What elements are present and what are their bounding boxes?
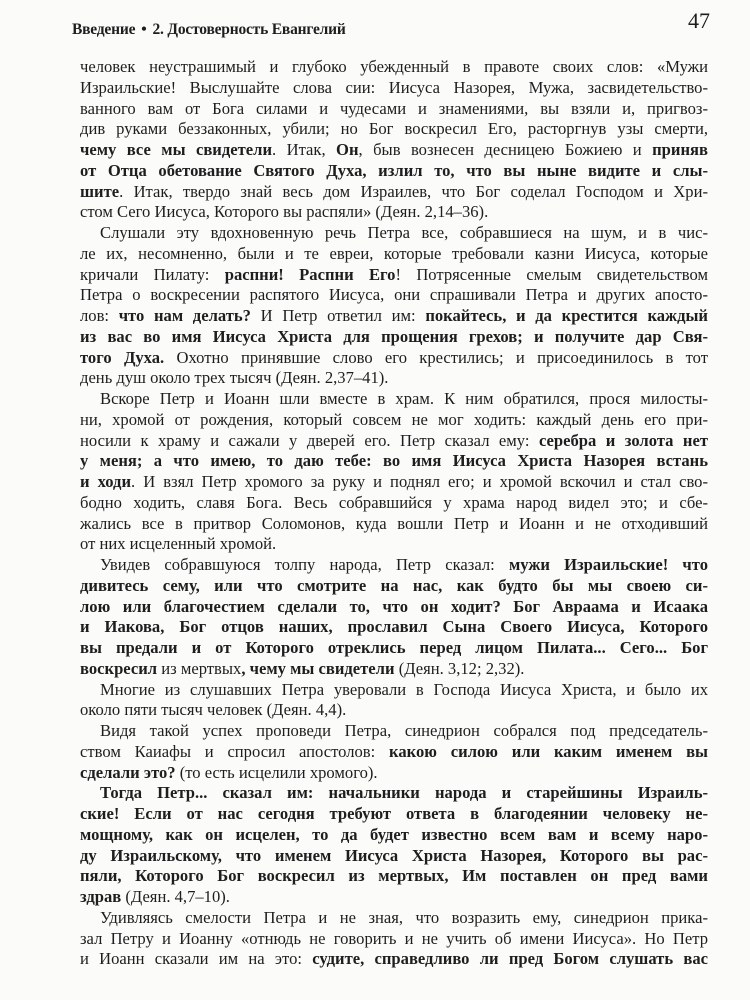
text-line xyxy=(80,140,708,161)
text-run: Многие из слушавших Петра уверовали в Господа Иисуса Христа, и было их xyxy=(100,679,708,699)
text-line xyxy=(80,99,708,120)
text-line xyxy=(80,410,708,431)
text-line xyxy=(80,846,708,867)
paragraph xyxy=(80,783,708,908)
bold-text: покайтесь, и да крестится каждый xyxy=(425,306,708,325)
text-line xyxy=(80,451,708,472)
text-run: кричали Пилату: xyxy=(80,264,225,284)
page-number: 47 xyxy=(688,8,710,33)
bold-text: Тогда Петр... сказал им: начальники народа и старейшины Израиль- xyxy=(100,783,708,803)
text-line xyxy=(80,617,708,638)
text-run: ванного вам от Бога силами и чудесами и знамениями, вы взяли и, пригвоз- xyxy=(80,98,708,118)
text-line xyxy=(80,949,708,970)
text-line xyxy=(80,57,708,78)
text-run: от них исцеленный хромой. xyxy=(80,534,277,554)
paragraph xyxy=(80,680,708,722)
text-line xyxy=(80,368,708,389)
text-line xyxy=(80,244,708,265)
text-line xyxy=(80,223,708,244)
text-line xyxy=(80,825,708,846)
bold-text: сделали это? xyxy=(80,762,176,782)
paragraph xyxy=(80,223,708,389)
text-line xyxy=(80,866,708,887)
running-head xyxy=(72,21,346,39)
text-run: И Петр ответил им: xyxy=(250,306,426,325)
text-run: Петра о воскресении распятого Иисуса, они спрашивали Петра и других апосто- xyxy=(80,285,708,305)
bold-text: того Духа. xyxy=(80,347,165,367)
bold-text: распни! Распни Его xyxy=(224,264,396,284)
text-run: Охотно принявшие слово его крестились; и присоединилось в тот xyxy=(164,347,708,367)
text-line xyxy=(80,700,708,721)
text-line xyxy=(80,161,708,182)
text-line xyxy=(80,742,708,763)
bold-text: , чему мы свидетели xyxy=(241,658,395,678)
text-run: ни, хромой от рождения, который совсем не мог ходить: каждый день его при- xyxy=(80,409,708,429)
text-line xyxy=(80,929,708,950)
text-line xyxy=(80,887,708,908)
bold-text: серебра и золота нет xyxy=(538,430,709,450)
text-line xyxy=(80,638,708,659)
text-run: , быв вознесен десницею Божиею и xyxy=(358,140,653,159)
text-line xyxy=(80,431,708,452)
text-run: стом Сего Иисуса, Которого вы распяли» (Деян. 2,14–36). xyxy=(80,202,489,222)
text-line xyxy=(80,514,708,535)
text-run: Израильские! Выслушайте слова сии: Иисуса Назорея, Мужа, засвидетельство- xyxy=(80,77,708,97)
running-head-section: Введение xyxy=(72,21,136,38)
bold-text: Он xyxy=(336,140,359,159)
bold-text: здрав xyxy=(80,887,122,906)
bold-text: какою силою или каким именем вы xyxy=(389,741,708,761)
running-head-chapter: 2. Достоверность Евангелий xyxy=(152,21,346,38)
bold-text: судите, справедливо ли пред Богом слушать вас xyxy=(312,949,708,969)
text-run: Видя такой успех проповеди Петра, синедрион собрался под председатель- xyxy=(100,721,708,740)
text-run: день душ около трех тысяч (Деян. 2,37–41). xyxy=(80,368,389,388)
bold-text: из вас во имя Иисуса Христа для прощения грехов; и получите дар Свя- xyxy=(80,326,708,346)
text-line xyxy=(80,285,708,306)
text-run: Слушали эту вдохновенную речь Петра все, собравшиеся на шум, и в чис- xyxy=(100,223,708,242)
text-run: (Деян. 4,7–10). xyxy=(121,887,230,906)
bold-text: пяли, Которого Бог воскресил из мертвых, Им поставлен он пред вами xyxy=(80,866,708,886)
text-run: ! Потрясенные смелым свидетельством xyxy=(395,264,708,284)
text-line xyxy=(80,493,708,514)
text-run: Удивляясь смелости Петра и не зная, что возразить ему, синедрион прика- xyxy=(100,907,708,927)
bold-text: ские! Если от нас сегодня требуют ответа в благодеянии человеку не- xyxy=(80,804,708,823)
text-line xyxy=(80,597,708,618)
bold-text: у меня; а что имею, то даю тебе: во имя Иисуса Христа Назорея встань xyxy=(80,451,708,471)
text-line xyxy=(80,804,708,825)
text-run: (то есть исцелили хромого). xyxy=(175,762,378,782)
text-run: Вскоре Петр и Иоанн шли вместе в храм. К ним обратился, прося милосты- xyxy=(100,389,708,408)
text-run: (Деян. 3,12; 2,32). xyxy=(394,658,525,678)
text-run: из мертвых xyxy=(157,658,242,678)
text-line xyxy=(80,265,708,286)
text-line xyxy=(80,472,708,493)
text-line xyxy=(80,348,708,369)
bold-text: чему все мы свидетели xyxy=(80,140,273,159)
body-text xyxy=(80,57,708,970)
bold-text: мощному, как он исцелен, то да будет известно всем вам и всему наро- xyxy=(80,824,708,844)
text-run: див руками беззаконных, убили; но Бог воскресил Его, расторгнув узы смерти, xyxy=(80,119,708,139)
text-line xyxy=(80,680,708,701)
text-line xyxy=(80,78,708,99)
text-line xyxy=(80,555,708,576)
text-run: жались все в притвор Соломонов, куда вошли Петр и Иоанн и не отходивший xyxy=(80,513,708,533)
text-run: лов: xyxy=(80,306,119,325)
text-run: зал Петру и Иоанну «отнюдь не говорить и не учить об имени Иисуса». Но Петр xyxy=(80,928,708,948)
text-run: носили к храму и сажали у дверей его. Петр сказал ему: xyxy=(80,430,539,450)
text-line xyxy=(80,182,708,203)
text-line xyxy=(80,908,708,929)
text-run: ле их, несомненно, были и те евреи, которые требовали казни Иисуса, которые xyxy=(80,243,708,263)
bold-text: от Отца обетование Святого Духа, излил то, что вы ныне видите и слы- xyxy=(80,160,708,180)
text-line xyxy=(80,389,708,410)
text-line xyxy=(80,306,708,327)
bold-text: и Иакова, Бог отцов наших, прославил Сына Своего Иисуса, Которого xyxy=(80,617,708,637)
text-line xyxy=(80,763,708,784)
text-run: Увидев собравшуюся толпу народа, Петр сказал: xyxy=(100,555,509,574)
text-line xyxy=(80,202,708,223)
text-run: бодно ходить, славя Бога. Весь собравшийся у храма народ видел это; и сбе- xyxy=(80,492,708,512)
paragraph xyxy=(80,555,708,680)
bold-text: лою или благочестием сделали то, что он ходит? Бог Авраама и Исаака xyxy=(80,596,708,616)
paragraph xyxy=(80,389,708,555)
paragraph xyxy=(80,721,708,783)
text-line xyxy=(80,659,708,680)
running-head-separator: • xyxy=(141,21,147,38)
bold-text: шите xyxy=(80,181,120,201)
bold-text: дивитесь сему, или что смотрите на нас, как будто бы мы своею си- xyxy=(80,575,708,595)
text-run: ством Каиафы и спросил апостолов: xyxy=(80,741,390,761)
paragraph xyxy=(80,908,708,970)
bold-text: воскресил xyxy=(80,658,158,678)
text-run: . И взял Петр хромого за руку и поднял его; и хромой вскочил и стал сво- xyxy=(131,472,709,491)
text-line xyxy=(80,119,708,140)
text-line xyxy=(80,534,708,555)
text-run: человек неустрашимый и глубоко убежденный в правоте своих слов: «Мужи xyxy=(80,57,708,76)
text-line xyxy=(80,576,708,597)
bold-text: ду Израильскому, что именем Иисуса Христа Назорея, Которого вы рас- xyxy=(80,845,708,865)
paragraph xyxy=(80,57,708,223)
text-line xyxy=(80,327,708,348)
text-run: . Итак, твердо знай весь дом Израилев, что Бог соделал Господом и Хри- xyxy=(119,181,708,201)
bold-text: и ходи xyxy=(80,472,132,491)
text-line xyxy=(80,721,708,742)
bold-text: что нам делать? xyxy=(118,306,251,325)
bold-text: мужи Израильские! что xyxy=(508,555,709,574)
text-line xyxy=(80,783,708,804)
bold-text: вы предали и от Которого отреклись перед лицом Пилата... Сего... Бог xyxy=(80,638,708,657)
text-run: около пяти тысяч человек (Деян. 4,4). xyxy=(80,700,347,720)
bold-text: приняв xyxy=(652,140,708,159)
text-run: и Иоанн сказали им на это: xyxy=(80,949,313,969)
text-run: . Итак, xyxy=(272,140,337,159)
